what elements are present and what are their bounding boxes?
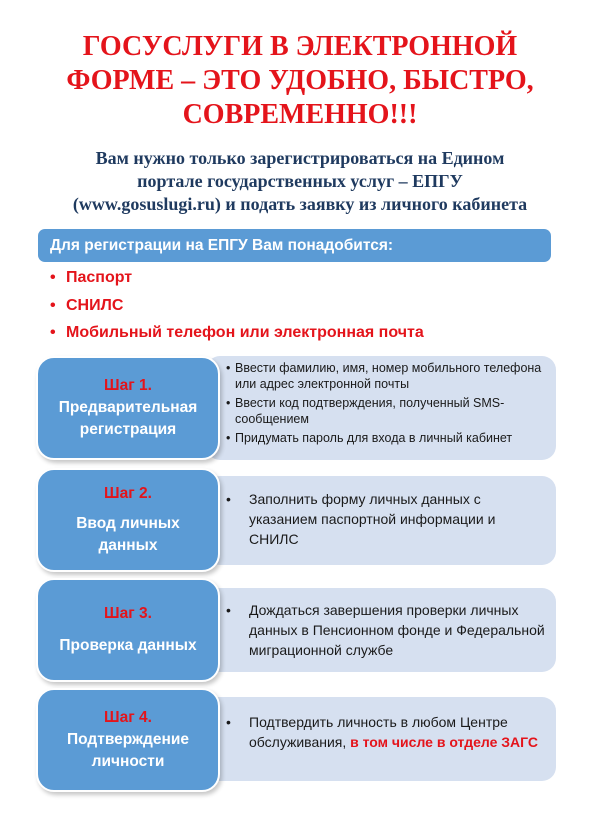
requirement-item-contact: • Мобильный телефон или электронная почта: [50, 319, 424, 347]
step-1-bullet-1: • Ввести фамилию, имя, номер мобильного телефона или адрес электронной почты: [226, 360, 548, 392]
step-2-box: [36, 468, 220, 572]
step-3-bullets: [226, 600, 548, 660]
step-2: [36, 468, 556, 572]
step-3-box: [36, 578, 220, 682]
step-1-bullet-2: • Ввести код подтверждения, полученный SMS-сообщением: [226, 395, 548, 427]
step-2-description: [206, 476, 556, 565]
step-1-bullets: [226, 360, 548, 446]
step-2-bullets: [226, 489, 548, 549]
step-3-name: Проверка данных: [59, 637, 197, 654]
page-title: [0, 30, 600, 132]
step-4-bullet-highlight: в том числе в отделе ЗАГС: [350, 734, 538, 750]
step-3: [36, 578, 556, 682]
step-1-box: [36, 356, 220, 460]
title-line-2: ФОРМЕ – ЭТО УДОБНО, БЫСТРО,: [66, 65, 534, 96]
step-1-bullet-3: • Придумать пароль для входа в личный кабинет: [226, 430, 548, 446]
title-line-3: СОВРЕМЕННО!!!: [182, 99, 418, 130]
step-1-number: Шаг 1.: [104, 377, 152, 394]
step-4-description: [206, 697, 556, 781]
subtitle-line-2: портале государственных услуг – ЕПГУ: [137, 171, 463, 191]
step-4-bullet-1: [226, 712, 548, 752]
step-2-number: Шаг 2.: [104, 485, 152, 502]
step-3-bullet-1: • Дождаться завершения проверки личных данных в Пенсионном фонде и Федеральной миграционной службе: [226, 600, 548, 660]
requirement-item-snils: • СНИЛС: [50, 292, 424, 320]
step-4-bullet-text: Подтвердить личность в любом Центре обслуживания,: [249, 714, 508, 750]
subtitle-line-3: (www.gosuslugi.ru) и подать заявку из личного кабинета: [72, 194, 528, 214]
step-4-number: Шаг 4.: [104, 709, 152, 726]
step-4-name: Подтверждение личности: [66, 731, 189, 770]
requirements-list: [50, 264, 424, 347]
step-1-name: Предварительная регистрация: [58, 399, 198, 438]
requirement-item-passport: • Паспорт: [50, 264, 424, 292]
subtitle: [0, 147, 600, 216]
step-1: [36, 356, 556, 460]
requirements-header: Для регистрации на ЕПГУ Вам понадобится:: [38, 229, 551, 262]
step-3-description: [206, 588, 556, 672]
subtitle-line-1: Вам нужно только зарегистрироваться на Едином: [95, 148, 505, 168]
step-1-description: [206, 356, 556, 460]
step-2-bullet-1: • Заполнить форму личных данных с указанием паспортной информации и СНИЛС: [226, 489, 548, 549]
step-2-name: Ввод личных данных: [76, 515, 180, 554]
title-line-1: ГОСУСЛУГИ В ЭЛЕКТРОННОЙ: [82, 31, 518, 62]
step-4: [36, 688, 556, 792]
step-3-number: Шаг 3.: [104, 605, 152, 622]
step-4-bullets: [226, 712, 548, 752]
step-4-box: [36, 688, 220, 792]
